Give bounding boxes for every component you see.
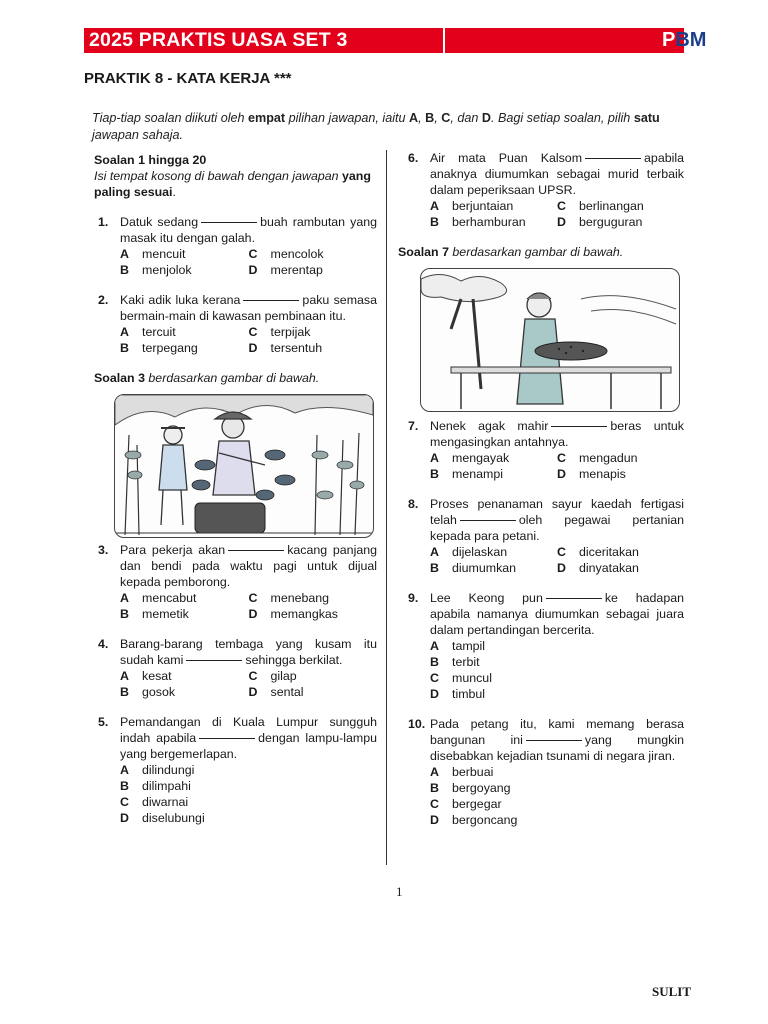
option-letter: A bbox=[430, 451, 439, 465]
option[interactable] bbox=[120, 324, 249, 340]
option-text: gilap bbox=[270, 669, 297, 683]
instr-bold: B bbox=[425, 111, 435, 125]
option-text: menapis bbox=[579, 467, 626, 481]
header-banner bbox=[84, 28, 684, 53]
option[interactable] bbox=[430, 198, 557, 214]
option-text: berbuai bbox=[452, 765, 494, 779]
option-text: berlinangan bbox=[579, 199, 644, 213]
question-text: kacang panjang dan bendi pada waktu pagi untuk dijual kepada pemborong. bbox=[120, 543, 377, 589]
question-number: 1. bbox=[98, 215, 109, 229]
option-letter: D bbox=[248, 263, 258, 277]
option-letter: A bbox=[120, 591, 129, 605]
option[interactable] bbox=[430, 638, 684, 654]
options bbox=[120, 762, 377, 826]
option-letter: C bbox=[248, 325, 258, 339]
option-letter: A bbox=[120, 247, 129, 261]
option-text: muncul bbox=[452, 671, 492, 685]
grandmother-winnowing-drawing bbox=[421, 269, 679, 411]
option[interactable] bbox=[120, 668, 249, 684]
answer-blank bbox=[186, 660, 242, 661]
option-text: terpegang bbox=[142, 341, 198, 355]
question-number: 3. bbox=[98, 543, 109, 557]
option-text: bergoyang bbox=[452, 781, 511, 795]
option-text: mengadun bbox=[579, 451, 638, 465]
option-letter: D bbox=[248, 607, 258, 621]
question-number: 10. bbox=[408, 717, 426, 731]
option[interactable] bbox=[557, 544, 684, 560]
option[interactable] bbox=[120, 340, 249, 356]
answer-blank bbox=[243, 300, 299, 301]
option[interactable] bbox=[557, 450, 684, 466]
option-letter: B bbox=[430, 655, 439, 669]
options bbox=[430, 198, 684, 230]
left-column bbox=[92, 152, 377, 826]
option-letter: B bbox=[120, 607, 129, 621]
option[interactable] bbox=[120, 246, 249, 262]
pbm-logo bbox=[662, 28, 706, 53]
farm-workers-drawing bbox=[115, 395, 373, 537]
option-letter: D bbox=[248, 685, 258, 699]
option-text: bergegar bbox=[452, 797, 502, 811]
question-number: 6. bbox=[408, 151, 419, 165]
section-desc: berdasarkan gambar di bawah. bbox=[448, 245, 624, 259]
instr-text: jawapan sahaja. bbox=[92, 128, 184, 142]
option-text: terbit bbox=[452, 655, 480, 669]
option-letter: A bbox=[430, 639, 439, 653]
option[interactable] bbox=[249, 606, 378, 622]
option[interactable] bbox=[120, 684, 249, 700]
question-number: 5. bbox=[98, 715, 109, 729]
instr-bold: A bbox=[409, 111, 419, 125]
option[interactable] bbox=[120, 794, 377, 810]
instr-text: Tiap-tiap soalan diikuti oleh bbox=[92, 111, 249, 125]
option-text: memangkas bbox=[270, 607, 338, 621]
question-5 bbox=[92, 714, 377, 826]
answer-blank bbox=[460, 520, 516, 521]
option-text: tampil bbox=[452, 639, 486, 653]
question-2 bbox=[92, 292, 377, 356]
option-text: dilindungi bbox=[142, 763, 195, 777]
question-7 bbox=[402, 418, 684, 482]
question-text: Air mata Puan Kalsom bbox=[430, 151, 583, 165]
option[interactable] bbox=[430, 812, 684, 828]
option[interactable] bbox=[430, 214, 557, 230]
question-text: ke hadapan apabila namanya diumumkan sebagai juara dalam pertandingan bercerita. bbox=[430, 591, 684, 637]
option-letter: D bbox=[120, 811, 129, 825]
option-letter: D bbox=[557, 561, 566, 575]
instructions bbox=[92, 110, 682, 144]
page-number: 1 bbox=[396, 884, 403, 899]
option-text: sental bbox=[270, 685, 304, 699]
option[interactable] bbox=[120, 262, 249, 278]
option[interactable] bbox=[557, 214, 684, 230]
options bbox=[430, 450, 684, 482]
option[interactable] bbox=[557, 198, 684, 214]
option-letter: B bbox=[430, 467, 439, 481]
answer-blank bbox=[199, 738, 255, 739]
instr-text: pilihan jawapan, iaitu bbox=[285, 111, 410, 125]
question-4 bbox=[92, 636, 377, 700]
question-text: Para pekerja akan bbox=[120, 543, 226, 557]
question-text: apabila anaknya diumumkan sebagai murid terbaik dalam peperiksaan UPSR. bbox=[430, 151, 684, 197]
options bbox=[120, 246, 377, 278]
option-text: bergoncang bbox=[452, 813, 518, 827]
option-text: berhamburan bbox=[452, 215, 526, 229]
option[interactable] bbox=[120, 762, 377, 778]
banner-title: 2025 PRAKTIS UASA SET 3 bbox=[89, 29, 348, 51]
option[interactable] bbox=[557, 560, 684, 576]
section-desc: berdasarkan gambar di bawah. bbox=[144, 371, 320, 385]
option-letter: C bbox=[430, 671, 439, 685]
question-text: Pada petang itu, kami memang berasa bangunan ini bbox=[430, 717, 684, 747]
section-header bbox=[398, 244, 684, 260]
option[interactable] bbox=[249, 324, 378, 340]
option-letter: A bbox=[430, 199, 439, 213]
option-text: menebang bbox=[270, 591, 330, 605]
answer-blank bbox=[585, 158, 641, 159]
question-text: Nenek agak mahir bbox=[430, 419, 549, 433]
option-text: tercuit bbox=[142, 325, 176, 339]
option[interactable] bbox=[249, 668, 378, 684]
option[interactable] bbox=[430, 654, 684, 670]
section-desc: Isi tempat kosong di bawah dengan jawapan bbox=[94, 169, 342, 183]
option-letter: A bbox=[120, 763, 129, 777]
answer-blank bbox=[228, 550, 284, 551]
instr-bold: C bbox=[441, 111, 451, 125]
options bbox=[430, 638, 684, 702]
section-title: Soalan 7 bbox=[398, 245, 449, 259]
logo-letters-bm: BM bbox=[675, 29, 707, 51]
option-text: timbul bbox=[452, 687, 486, 701]
option-text: diceritakan bbox=[579, 545, 639, 559]
question-text: Proses penanaman sayur kaedah fertigasi telah bbox=[430, 497, 684, 527]
option-text: tersentuh bbox=[270, 341, 323, 355]
option[interactable] bbox=[249, 262, 378, 278]
option-letter: A bbox=[430, 545, 439, 559]
question-10 bbox=[402, 716, 684, 828]
instr-bold: satu bbox=[633, 111, 660, 125]
option-text: menampi bbox=[452, 467, 503, 481]
option-letter: D bbox=[430, 687, 439, 701]
option[interactable] bbox=[120, 606, 249, 622]
option-text: dinyatakan bbox=[579, 561, 639, 575]
answer-blank bbox=[201, 222, 257, 223]
option[interactable] bbox=[249, 684, 378, 700]
answer-blank bbox=[546, 598, 602, 599]
section-title: Soalan 1 hingga 20 bbox=[94, 153, 207, 167]
option[interactable] bbox=[120, 590, 249, 606]
instr-text: , bbox=[418, 111, 426, 125]
farm-workers-illustration bbox=[114, 394, 374, 538]
instr-text: , dan bbox=[450, 111, 482, 125]
option-letter: B bbox=[120, 779, 129, 793]
option-text: mencabut bbox=[142, 591, 197, 605]
option-letter: C bbox=[557, 545, 566, 559]
option-text: merentap bbox=[270, 263, 323, 277]
option[interactable] bbox=[430, 450, 557, 466]
section-title: Soalan 3 bbox=[94, 371, 145, 385]
option-letter: A bbox=[430, 765, 439, 779]
option-text: diumumkan bbox=[452, 561, 517, 575]
question-text: beras untuk mengasingkan antahnya. bbox=[430, 419, 685, 449]
option-letter: A bbox=[120, 325, 129, 339]
section-header bbox=[94, 152, 377, 200]
option[interactable] bbox=[120, 810, 377, 826]
option-letter: C bbox=[120, 795, 129, 809]
option[interactable] bbox=[557, 466, 684, 482]
option-text: berguguran bbox=[579, 215, 643, 229]
option-text: kesat bbox=[142, 669, 172, 683]
question-text: buah rambutan yang masak itu dengan galah. bbox=[120, 215, 377, 245]
options bbox=[120, 324, 377, 356]
question-number: 4. bbox=[98, 637, 109, 651]
option-text: mengayak bbox=[452, 451, 510, 465]
option-letter: C bbox=[248, 247, 258, 261]
option-letter: B bbox=[430, 781, 439, 795]
question-text: Pemandangan di Kuala Lumpur sungguh indah apabila bbox=[120, 715, 377, 745]
question-text: dengan lampu-lampu yang bergemerlapan. bbox=[120, 731, 377, 761]
option-letter: B bbox=[120, 685, 129, 699]
answer-blank bbox=[551, 426, 607, 427]
question-text: sehingga berkilat. bbox=[245, 653, 343, 667]
option-text: gosok bbox=[142, 685, 176, 699]
section-desc-bold: yang paling sesuai bbox=[94, 169, 371, 199]
option-letter: B bbox=[430, 561, 439, 575]
option-text: dijelaskan bbox=[452, 545, 508, 559]
option[interactable] bbox=[249, 590, 378, 606]
options bbox=[120, 668, 377, 700]
options bbox=[430, 544, 684, 576]
option[interactable] bbox=[249, 340, 378, 356]
option-text: memetik bbox=[142, 607, 189, 621]
option[interactable] bbox=[430, 780, 684, 796]
question-text: Datuk sedang bbox=[120, 215, 199, 229]
logo-letter-p: P bbox=[662, 29, 676, 51]
question-text: Lee Keong pun bbox=[430, 591, 543, 605]
option[interactable] bbox=[249, 246, 378, 262]
question-9 bbox=[402, 590, 684, 702]
question-text: oleh pegawai pertanian kepada para petani. bbox=[430, 513, 684, 543]
question-text: Kaki adik luka kerana bbox=[120, 293, 241, 307]
option-text: diselubungi bbox=[142, 811, 205, 825]
section-desc-end: . bbox=[172, 185, 176, 199]
option-letter: D bbox=[557, 215, 566, 229]
section-header bbox=[94, 370, 377, 386]
question-1 bbox=[92, 214, 377, 278]
option[interactable] bbox=[430, 796, 684, 812]
option[interactable] bbox=[430, 670, 684, 686]
option-letter: D bbox=[430, 813, 439, 827]
option-letter: B bbox=[430, 215, 439, 229]
option-text: dilimpahi bbox=[142, 779, 191, 793]
answer-blank bbox=[526, 740, 582, 741]
question-8 bbox=[402, 496, 684, 576]
grandmother-winnowing-illustration bbox=[420, 268, 680, 412]
question-number: 8. bbox=[408, 497, 419, 511]
option-letter: C bbox=[248, 591, 258, 605]
option[interactable] bbox=[120, 778, 377, 794]
instr-text: , bbox=[434, 111, 442, 125]
question-text: Barang-barang tembaga yang kusam itu sudah kami bbox=[120, 637, 377, 667]
options bbox=[120, 590, 377, 622]
option-letter: D bbox=[248, 341, 258, 355]
option-letter: B bbox=[120, 341, 129, 355]
option-letter: C bbox=[557, 451, 566, 465]
options bbox=[430, 764, 684, 828]
instr-text: . Bagi setiap soalan, pilih bbox=[490, 111, 634, 125]
option-letter: C bbox=[248, 669, 258, 683]
question-6 bbox=[402, 150, 684, 230]
page-subtitle: PRAKTIK 8 - KATA KERJA *** bbox=[84, 70, 292, 87]
banner-red-block-right bbox=[445, 28, 684, 53]
sulit-label: SULIT bbox=[652, 984, 692, 999]
option[interactable] bbox=[430, 686, 684, 702]
option-text: menjolok bbox=[142, 263, 192, 277]
option-text: berjuntaian bbox=[452, 199, 514, 213]
option-text: terpijak bbox=[270, 325, 311, 339]
option-letter: D bbox=[557, 467, 566, 481]
option-letter: C bbox=[557, 199, 566, 213]
question-number: 9. bbox=[408, 591, 419, 605]
option-letter: C bbox=[430, 797, 439, 811]
option[interactable] bbox=[430, 466, 557, 482]
question-text: yang mungkin disebabkan kejadian tsunami di negara jiran. bbox=[430, 733, 684, 763]
option[interactable] bbox=[430, 764, 684, 780]
instr-bold: empat bbox=[248, 111, 286, 125]
question-number: 7. bbox=[408, 419, 419, 433]
column-divider bbox=[386, 150, 387, 865]
option-letter: B bbox=[120, 263, 129, 277]
question-number: 2. bbox=[98, 293, 109, 307]
instr-bold: D bbox=[481, 111, 491, 125]
option[interactable] bbox=[430, 560, 557, 576]
option[interactable] bbox=[430, 544, 557, 560]
option-text: mencuit bbox=[142, 247, 186, 261]
option-letter: A bbox=[120, 669, 129, 683]
question-3 bbox=[92, 542, 377, 622]
option-text: diwarnai bbox=[142, 795, 189, 809]
question-text: paku semasa bermain-main di kawasan pembinaan itu. bbox=[120, 293, 377, 323]
option-text: mencolok bbox=[270, 247, 324, 261]
right-column bbox=[398, 150, 685, 828]
